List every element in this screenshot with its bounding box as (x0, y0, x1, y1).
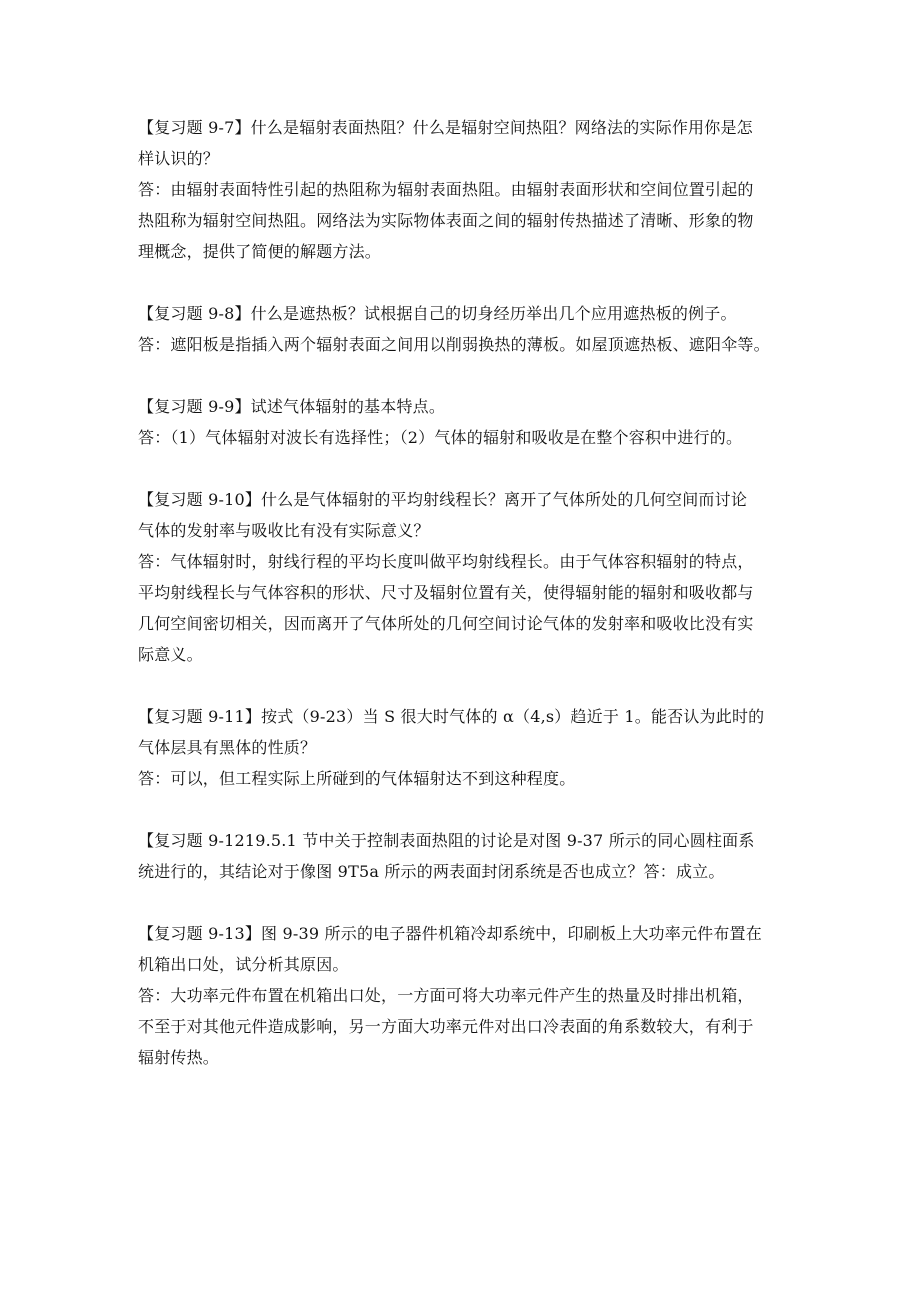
answer-text: 几何空间密切相关，因而离开了气体所处的几何空间讨论气体的发射率和吸收比没有实 (138, 614, 754, 633)
question-text: 样认识的？ (138, 149, 220, 168)
question-text: 【复习题 9-1219.5.1 节中关于控制表面热阻的讨论是对图 9-37 所示的同心圆柱面系 (138, 831, 755, 850)
question-text: 【复习题 9-11】按式（9-23）当 S 很大时气体的 α（4,s）趋近于 1。能否认为此时的 (138, 707, 765, 726)
question-text: 气体层具有黑体的性质？ (138, 738, 317, 757)
review-question-9-9 (138, 391, 786, 453)
review-question-9-10 (138, 484, 786, 670)
answer-text: 答：由辐射表面特性引起的热阻称为辐射表面热阻。由辐射表面形状和空间位置引起的 (138, 180, 754, 199)
answer-text: 理概念，提供了简便的解题方法。 (138, 242, 382, 261)
question-text: 【复习题 9-8】什么是遮热板？试根据自己的切身经历举出几个应用遮热板的例子。 (138, 304, 737, 323)
answer-text: 平均射线程长与气体容积的形状、尺寸及辐射位置有关，使得辐射能的辐射和吸收都与 (138, 583, 754, 602)
question-text: 【复习题 9-9】试述气体辐射的基本特点。 (138, 397, 446, 416)
question-text: 【复习题 9-10】什么是气体辐射的平均射线程长？离开了气体所处的几何空间而讨论 (138, 490, 748, 509)
question-text: 气体的发射率与吸收比有没有实际意义？ (138, 521, 430, 540)
review-question-9-12 (138, 825, 786, 887)
answer-text: 辐射传热。 (138, 1048, 220, 1067)
document-body (138, 112, 786, 1104)
answer-text: 不至于对其他元件造成影响，另一方面大功率元件对出口冷表面的角系数较大，有利于 (138, 1017, 754, 1036)
answer-text: 际意义。 (138, 645, 203, 664)
question-text: 【复习题 9-13】图 9-39 所示的电子器件机箱冷却系统中，印刷板上大功率元件布置在 (138, 924, 762, 943)
answer-text: 答：大功率元件布置在机箱出口处，一方面可将大功率元件产生的热量及时排出机箱， (138, 986, 754, 1005)
answer-text: 热阻称为辐射空间热阻。网络法为实际物体表面之间的辐射传热描述了清晰、形象的物 (138, 211, 754, 230)
question-text: 【复习题 9-7】什么是辐射表面热阻？什么是辐射空间热阻？网络法的实际作用你是怎 (138, 118, 753, 137)
review-question-9-7 (138, 112, 786, 267)
review-question-9-8 (138, 298, 786, 360)
review-question-9-11 (138, 701, 786, 794)
answer-text: 答：（1）气体辐射对波长有选择性；（2）气体的辐射和吸收是在整个容积中进行的。 (138, 428, 743, 447)
review-question-9-13 (138, 918, 786, 1073)
answer-text: 答：气体辐射时，射线行程的平均长度叫做平均射线程长。由于气体容积辐射的特点， (138, 552, 754, 571)
question-text: 统进行的，其结论对于像图 9T5a 所示的两表面封闭系统是否也成立？答：成立。 (138, 862, 725, 881)
answer-text: 答：可以，但工程实际上所碰到的气体辐射达不到这种程度。 (138, 769, 576, 788)
answer-text: 答：遮阳板是指插入两个辐射表面之间用以削弱换热的薄板。如屋顶遮热板、遮阳伞等。 (138, 335, 770, 354)
question-text: 机箱出口处，试分析其原因。 (138, 955, 349, 974)
